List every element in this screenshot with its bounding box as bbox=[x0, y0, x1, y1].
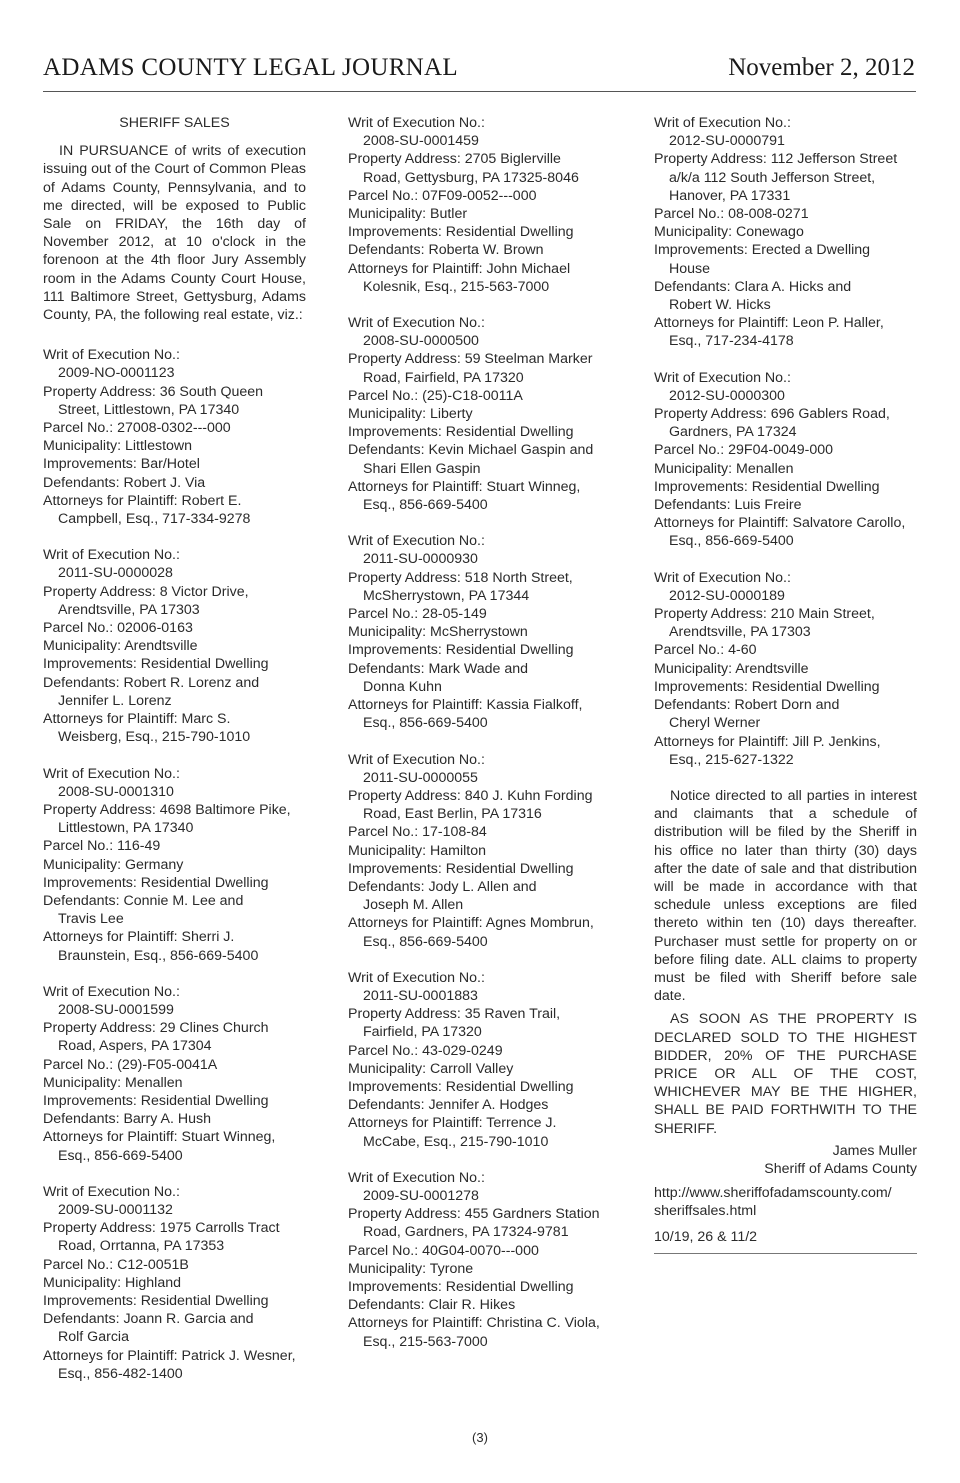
sale-entry bbox=[43, 1183, 306, 1383]
sale-entry-line: Parcel No.: 28-05-149 bbox=[348, 606, 487, 623]
sale-entry-line: Robert W. Hicks bbox=[669, 297, 771, 314]
sale-entry-line: Municipality: Arendtsville bbox=[43, 638, 198, 655]
sale-entry-line: Improvements: Residential Dwelling bbox=[654, 478, 880, 495]
sale-entry-line: Attorneys for Plaintiff: Stuart Winneg, bbox=[43, 1129, 276, 1146]
sale-entry-line: Parcel No.: C12-0051B bbox=[43, 1256, 189, 1273]
sale-entry-line: Defendants: Robert J. Via bbox=[43, 474, 206, 491]
sale-entry-line: Cheryl Werner bbox=[669, 715, 761, 732]
publication-dates: 10/19, 26 & 11/2 bbox=[654, 1228, 758, 1245]
sale-entry-line: Defendants: Robert R. Lorenz and bbox=[43, 674, 260, 691]
sale-entry-line: Rolf Garcia bbox=[58, 1329, 129, 1346]
sale-entry-line: Defendants: Jody L. Allen and bbox=[348, 878, 537, 895]
sale-entry-line: Parcel No.: 02006-0163 bbox=[43, 620, 193, 637]
sale-entry-line: Road, Aspers, PA 17304 bbox=[58, 1038, 212, 1055]
sale-entry bbox=[43, 346, 306, 528]
sale-entry-line: Writ of Execution No.: bbox=[654, 369, 791, 386]
sale-entry-line: Improvements: Residential Dwelling bbox=[348, 860, 574, 877]
sale-entry bbox=[43, 546, 306, 746]
sale-entry-line: 2011-SU-0000028 bbox=[58, 565, 173, 582]
sale-entry-line: Property Address: 112 Jefferson Street bbox=[654, 151, 898, 168]
sale-entry-line: Attorneys for Plaintiff: Agnes Mombrun, bbox=[348, 915, 594, 932]
column-2-entries bbox=[348, 114, 612, 1351]
sale-entry-line: Writ of Execution No.: bbox=[43, 765, 180, 782]
sale-entry-line: Attorneys for Plaintiff: John Michael bbox=[348, 260, 571, 277]
sheriff-url-line-1: http://www.sheriffofadamscounty.com/ bbox=[654, 1185, 892, 1202]
sale-entry-line: Defendants: Kevin Michael Gaspin and bbox=[348, 442, 594, 459]
sale-entry-line: Parcel No.: 27008-0302---000 bbox=[43, 420, 231, 437]
sale-entry-line: Property Address: 518 North Street, bbox=[348, 569, 573, 586]
sale-entry-line: a/k/a 112 South Jefferson Street, bbox=[669, 169, 876, 186]
sale-entry-line: Fairfield, PA 17320 bbox=[363, 1024, 482, 1041]
sale-entry bbox=[348, 314, 612, 514]
closing-rule bbox=[654, 1253, 917, 1254]
sale-entry-line: Municipality: Tyrone bbox=[348, 1260, 474, 1277]
sale-entry-line: Municipality: Germany bbox=[43, 856, 184, 873]
sale-entry-line: Improvements: Residential Dwelling bbox=[654, 678, 880, 695]
sale-entry-line: Property Address: 4698 Baltimore Pike, bbox=[43, 801, 291, 818]
sale-entry-line: Writ of Execution No.: bbox=[654, 569, 791, 586]
sale-entry-line: Attorneys for Plaintiff: Jill P. Jenkins, bbox=[654, 733, 881, 750]
sale-entry-line: Parcel No.: 4-60 bbox=[654, 642, 757, 659]
sale-entry-line: Improvements: Erected a Dwelling bbox=[654, 242, 871, 259]
sale-entry-line: Attorneys for Plaintiff: Sherri J. bbox=[43, 929, 235, 946]
sale-entry-line: Road, East Berlin, PA 17316 bbox=[363, 806, 542, 823]
column-1-entries bbox=[43, 346, 306, 1383]
sale-entry-line: Attorneys for Plaintiff: Christina C. Viola, bbox=[348, 1315, 600, 1332]
sale-entry-line: 2011-SU-0001883 bbox=[363, 987, 478, 1004]
sale-entry-line: 2009-SU-0001278 bbox=[363, 1187, 479, 1204]
sale-entry bbox=[348, 969, 612, 1151]
column-1 bbox=[43, 114, 306, 1401]
sale-entry-line: Defendants: Robert Dorn and bbox=[654, 697, 840, 714]
sale-entry-line: Improvements: Residential Dwelling bbox=[348, 424, 574, 441]
sale-entry-line: Defendants: Barry A. Hush bbox=[43, 1111, 211, 1128]
sale-entry-line: 2008-SU-0001599 bbox=[58, 1001, 174, 1018]
sale-entry-line: Defendants: Joann R. Garcia and bbox=[43, 1311, 254, 1328]
sale-entry-line: 2008-SU-0001310 bbox=[58, 783, 174, 800]
sale-entry-line: Improvements: Residential Dwelling bbox=[348, 224, 574, 241]
sale-entry-line: Improvements: Residential Dwelling bbox=[348, 1078, 574, 1095]
sale-entry bbox=[43, 983, 306, 1165]
sale-entry-line: Property Address: 210 Main Street, bbox=[654, 606, 875, 623]
sale-entry bbox=[348, 751, 612, 951]
sale-entry-line: Arendtsville, PA 17303 bbox=[58, 601, 200, 618]
sale-entry-line: Defendants: Connie M. Lee and bbox=[43, 892, 244, 909]
sale-entry-line: Property Address: 840 J. Kuhn Fording bbox=[348, 787, 593, 804]
sale-entry-line: Writ of Execution No.: bbox=[348, 751, 485, 768]
sale-entry-line: Attorneys for Plaintiff: Salvatore Carollo, bbox=[654, 515, 906, 532]
sale-entry-line: Defendants: Luis Freire bbox=[654, 497, 802, 514]
sale-entry-line: Parcel No.: 17-108-84 bbox=[348, 824, 487, 841]
sale-entry bbox=[654, 369, 917, 551]
sale-entry-line: Parcel No.: (25)-C18-0011A bbox=[348, 387, 523, 404]
sale-entry-line: Property Address: 696 Gablers Road, bbox=[654, 406, 890, 423]
sale-entry-line: Road, Gardners, PA 17324-9781 bbox=[363, 1224, 569, 1241]
sale-entry-line: Joseph M. Allen bbox=[363, 897, 464, 914]
sale-entry bbox=[43, 765, 306, 965]
sale-entry-line: Property Address: 35 Raven Trail, bbox=[348, 1006, 561, 1023]
sale-entry-line: Weisberg, Esq., 215-790-1010 bbox=[58, 729, 251, 746]
sale-entry-line: McSherrystown, PA 17344 bbox=[363, 587, 530, 604]
sale-entry-line: Esq., 215-627-1322 bbox=[669, 751, 794, 768]
sale-entry-line: Esq., 856-669-5400 bbox=[669, 533, 794, 550]
sale-entry-line: Writ of Execution No.: bbox=[348, 969, 485, 986]
issue-date: November 2, 2012 bbox=[728, 54, 915, 81]
sale-entry-line: McCabe, Esq., 215-790-1010 bbox=[363, 1133, 549, 1150]
sale-entry-line: 2012-SU-0000791 bbox=[669, 133, 785, 150]
sale-entry-line: Attorneys for Plaintiff: Terrence J. bbox=[348, 1115, 557, 1132]
sale-entry-line: Esq., 856-669-5400 bbox=[363, 497, 488, 514]
sale-entry-line: Municipality: Hamilton bbox=[348, 842, 486, 859]
sale-entry-line: Defendants: Clair R. Hikes bbox=[348, 1297, 516, 1314]
column-3 bbox=[654, 114, 917, 1254]
sale-entry-line: 2011-SU-0000055 bbox=[363, 769, 478, 786]
sale-entry-line: Attorneys for Plaintiff: Robert E. bbox=[43, 492, 242, 509]
sale-entry-line: House bbox=[669, 260, 711, 277]
sale-entry-line: Shari Ellen Gaspin bbox=[363, 460, 481, 477]
sale-entry-line: Improvements: Residential Dwelling bbox=[348, 642, 574, 659]
sale-entry-line: Attorneys for Plaintiff: Stuart Winneg, bbox=[348, 478, 581, 495]
sale-entry-line: Writ of Execution No.: bbox=[654, 115, 791, 131]
sale-entry-line: 2012-SU-0000189 bbox=[669, 587, 785, 604]
sale-entry-line: Defendants: Clara A. Hicks and bbox=[654, 278, 852, 295]
sale-entry-line: Municipality: Highland bbox=[43, 1274, 182, 1291]
sale-entry-line: 2008-SU-0001459 bbox=[363, 133, 479, 150]
sale-entry-line: Parcel No.: 07F09-0052---000 bbox=[348, 187, 537, 204]
sale-entry-line: Property Address: 8 Victor Drive, bbox=[43, 583, 249, 600]
sale-entry-line: Writ of Execution No.: bbox=[43, 983, 180, 1000]
sale-entry-line: Attorneys for Plaintiff: Leon P. Haller, bbox=[654, 315, 884, 332]
sale-entry-line: Esq., 856-669-5400 bbox=[363, 933, 488, 950]
intro-paragraph: IN PURSUANCE of writs of execution issuing out of the Court of Common Pleas of Adams County, Pennsylvania, and to me directed, will be exposed to Public Sale on FRIDAY, the 16th day of November 2012, at 10 o'clock in the forenoon at the 4th floor Jury Assembly room in the Adams County Court House, 111 Baltimore Street, Gettysburg, Adams County, PA, the following real estate, viz.: bbox=[43, 143, 306, 324]
sale-entry-line: Defendants: Roberta W. Brown bbox=[348, 242, 544, 259]
sale-entry-line: Writ of Execution No.: bbox=[348, 533, 485, 550]
sale-entry-line: Esq., 717-234-4178 bbox=[669, 333, 794, 350]
sale-entry-line: Esq., 215-563-7000 bbox=[363, 1333, 488, 1350]
sale-entry-line: Donna Kuhn bbox=[363, 678, 442, 695]
sale-entry-line: Road, Gettysburg, PA 17325-8046 bbox=[363, 169, 579, 186]
sale-entry-line: Improvements: Residential Dwelling bbox=[43, 656, 269, 673]
sale-entry-line: Street, Littlestown, PA 17340 bbox=[58, 401, 240, 418]
signature-title: Sheriff of Adams County bbox=[764, 1160, 917, 1177]
sale-entry-line: Gardners, PA 17324 bbox=[669, 424, 797, 441]
sale-entry-line: Property Address: 2705 Biglerville bbox=[348, 151, 561, 168]
sale-entry-line: Parcel No.: 40G04-0070---000 bbox=[348, 1242, 539, 1259]
sale-entry-line: Municipality: Butler bbox=[348, 206, 468, 223]
distribution-notice: Notice directed to all parties in interest and claimants that a schedule of distribution will be filed by the Sheriff in his office no later than thirty (30) days after the date of sale and that distribution will be made in accordance with that schedule unless exceptions are filed thereto within ten (10) days thereafter. Purchaser must settle for property on or before filing date. ALL claims to property must be filed with Sheriff before sale date. bbox=[654, 787, 917, 1005]
sale-entry-line: Parcel No.: 116-49 bbox=[43, 838, 161, 855]
sale-entry-line: Property Address: 1975 Carrolls Tract bbox=[43, 1220, 280, 1237]
sale-entry-line: 2011-SU-0000930 bbox=[363, 551, 478, 568]
sale-entry-line: Esq., 856-669-5400 bbox=[58, 1147, 183, 1164]
sale-entry-line: 2012-SU-0000300 bbox=[669, 387, 785, 404]
sale-entry-line: Parcel No.: 08-008-0271 bbox=[654, 206, 809, 223]
sale-entry-line: Defendants: Mark Wade and bbox=[348, 660, 529, 677]
sale-entry-line: Municipality: Menallen bbox=[654, 460, 794, 477]
sale-entry-line: Jennifer L. Lorenz bbox=[58, 692, 172, 709]
sale-entry bbox=[654, 114, 917, 351]
sale-entry-line: Municipality: Littlestown bbox=[43, 438, 193, 455]
sale-entry-line: Writ of Execution No.: bbox=[43, 1183, 180, 1200]
sale-entry-line: Travis Lee bbox=[58, 911, 124, 928]
sale-entry-line: Parcel No.: 43-029-0249 bbox=[348, 1042, 503, 1059]
sale-entry-line: Writ of Execution No.: bbox=[348, 115, 485, 131]
sale-entry bbox=[348, 114, 612, 296]
signature-name: James Muller bbox=[832, 1142, 917, 1159]
sale-entry-line: Writ of Execution No.: bbox=[348, 315, 485, 332]
sale-entry-line: 2009-NO-0001123 bbox=[58, 365, 175, 382]
header-rule bbox=[43, 91, 916, 92]
column-2 bbox=[348, 114, 612, 1369]
sheriff-url-line-2: sheriffsales.html bbox=[654, 1203, 757, 1220]
sale-entry-line: Municipality: Arendtsville bbox=[654, 660, 809, 677]
sale-entry-line: Attorneys for Plaintiff: Kassia Fialkoff, bbox=[348, 697, 583, 714]
sale-entry-line: Hanover, PA 17331 bbox=[669, 187, 791, 204]
sale-entry-line: Improvements: Residential Dwelling bbox=[43, 1092, 269, 1109]
section-heading: SHERIFF SALES bbox=[119, 115, 230, 131]
sale-entry-line: Esq., 856-482-1400 bbox=[58, 1365, 183, 1382]
sale-entry-line: Kolesnik, Esq., 215-563-7000 bbox=[363, 278, 550, 295]
sale-entry-line: Writ of Execution No.: bbox=[43, 547, 180, 564]
sale-entry-line: Attorneys for Plaintiff: Marc S. bbox=[43, 711, 231, 728]
payment-notice: AS SOON AS THE PROPERTY IS DECLARED SOLD TO THE HIGHEST BIDDER, 20% OF THE PURCHASE PRICE OR ALL OF THE COST, WHICHEVER MAY BE THE HIGHER, SHALL BE PAID FORTHWITH TO THE SHERIFF. bbox=[654, 1011, 917, 1137]
sale-entry-line: Writ of Execution No.: bbox=[348, 1169, 485, 1186]
sale-entry-line: Municipality: Liberty bbox=[348, 406, 473, 423]
page-number: (3) bbox=[472, 1430, 488, 1445]
sale-entry-line: Campbell, Esq., 717-334-9278 bbox=[58, 511, 251, 528]
sale-entry-line: Esq., 856-669-5400 bbox=[363, 715, 488, 732]
sale-entry-line: Municipality: Conewago bbox=[654, 224, 804, 241]
sale-entry-line: Improvements: Residential Dwelling bbox=[43, 874, 269, 891]
sale-entry-line: 2008-SU-0000500 bbox=[363, 333, 479, 350]
sale-entry-line: Littlestown, PA 17340 bbox=[58, 820, 194, 837]
sale-entry-line: Improvements: Residential Dwelling bbox=[348, 1278, 574, 1295]
sale-entry-line: Improvements: Bar/Hotel bbox=[43, 456, 200, 473]
sale-entry-line: Parcel No.: 29F04-0049-000 bbox=[654, 442, 834, 459]
sale-entry-line: Municipality: Carroll Valley bbox=[348, 1060, 514, 1077]
sale-entry-line: Property Address: 29 Clines Church bbox=[43, 1020, 269, 1037]
sale-entry-line: Property Address: 455 Gardners Station bbox=[348, 1206, 600, 1223]
sale-entry-line: Writ of Execution No.: bbox=[43, 347, 180, 364]
sale-entry-line: Arendtsville, PA 17303 bbox=[669, 624, 811, 641]
sale-entry-line: Municipality: McSherrystown bbox=[348, 624, 528, 641]
sale-entry-line: Municipality: Menallen bbox=[43, 1074, 183, 1091]
column-3-entries bbox=[654, 114, 917, 769]
sale-entry-line: Improvements: Residential Dwelling bbox=[43, 1292, 269, 1309]
journal-title: ADAMS COUNTY LEGAL JOURNAL bbox=[43, 54, 458, 81]
sale-entry bbox=[348, 1169, 612, 1351]
sale-entry-line: Parcel No.: (29)-F05-0041A bbox=[43, 1056, 218, 1073]
sale-entry-line: Defendants: Jennifer A. Hodges bbox=[348, 1097, 549, 1114]
sale-entry-line: 2009-SU-0001132 bbox=[58, 1201, 173, 1218]
sale-entry-line: Braunstein, Esq., 856-669-5400 bbox=[58, 947, 259, 964]
sale-entry bbox=[348, 532, 612, 732]
sale-entry bbox=[654, 569, 917, 769]
sale-entry-line: Road, Orrtanna, PA 17353 bbox=[58, 1238, 225, 1255]
sale-entry-line: Attorneys for Plaintiff: Patrick J. Wesner, bbox=[43, 1347, 296, 1364]
sale-entry-line: Property Address: 59 Steelman Marker bbox=[348, 351, 593, 368]
sale-entry-line: Road, Fairfield, PA 17320 bbox=[363, 369, 524, 386]
sale-entry-line: Property Address: 36 South Queen bbox=[43, 383, 264, 400]
